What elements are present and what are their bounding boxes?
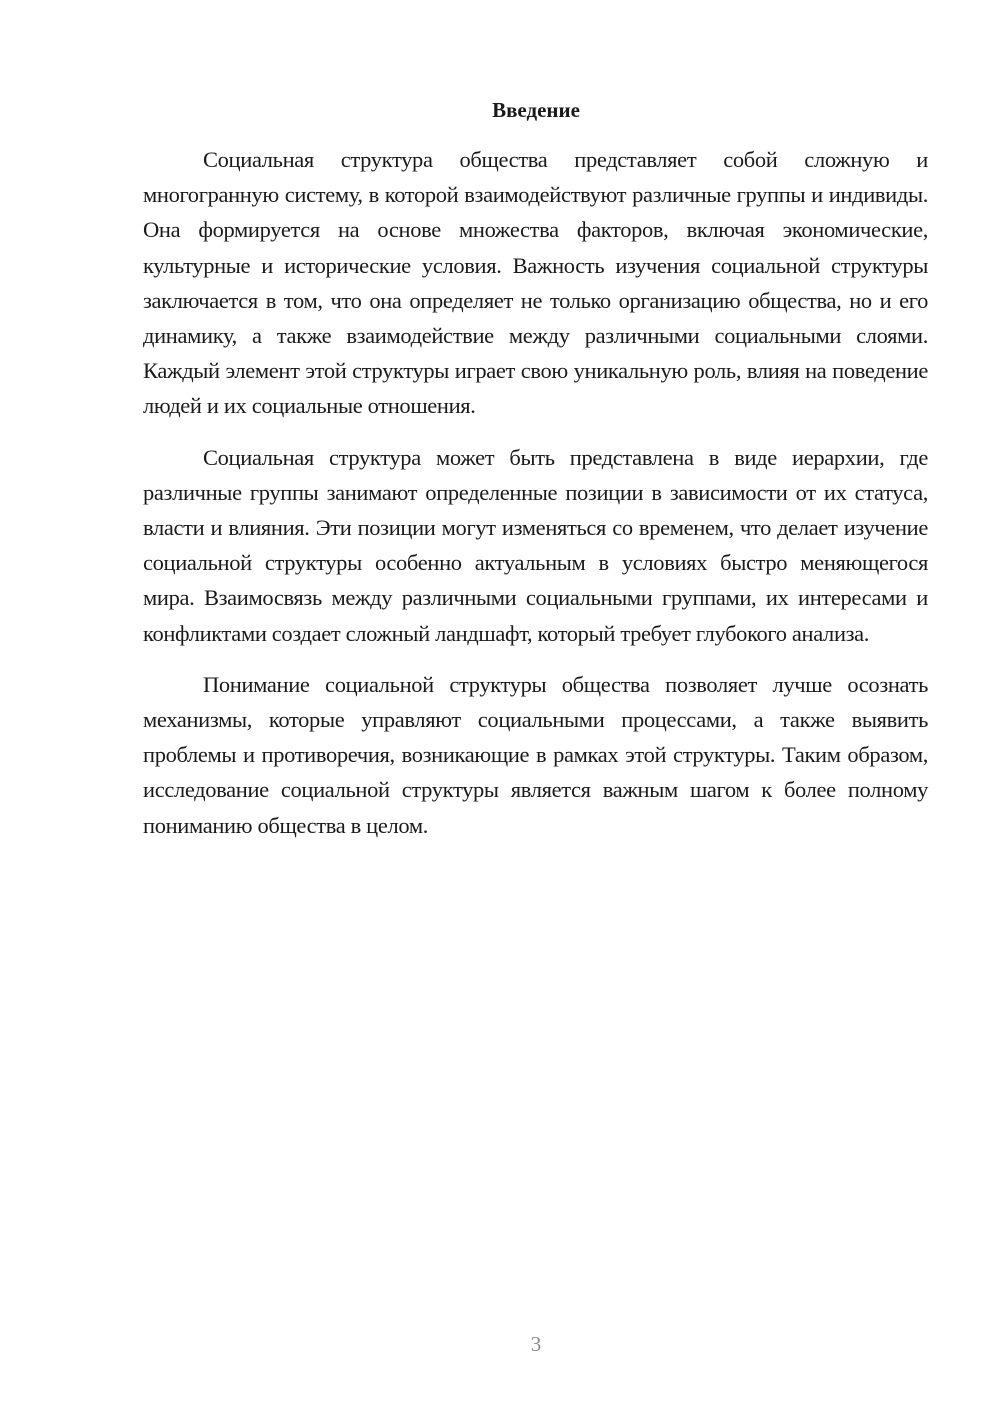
section-title: Введение [492,98,580,122]
page-number: 3 [530,1332,542,1356]
document-body [143,142,928,843]
paragraph-2: Социальная структура может быть представлена в виде иерархии, где различные группы занимают определенные позиции в зависимости от их статуса, власти и влияния. Эти позиции могут изменяться со временем, что делает изучение социальной структуры особенно актуальным в условиях быстро меняющегося мира. Взаимосвязь между различными социальными группами, их интересами и конфликтами создает сложный ландшафт, который требует глубокого анализа. [143,444,928,646]
paragraph-1: Социальная структура общества представляет собой сложную и многогранную систему, в которой взаимодействуют различные группы и индивиды. Она формируется на основе множества факторов, включая экономические, культурные и исторические условия. Важность изучения социальной структуры заключается в том, что она определяет не только организацию общества, но и его динамику, а также взаимодействие между различными социальными слоями. Каждый элемент этой структуры играет свою уникальную роль, влияя на поведение людей и их социальные отношения. [143,147,928,419]
paragraph-3: Понимание социальной структуры общества позволяет лучше осознать механизмы, которые управляют социальными процессами, а также выявить проблемы и противоречия, возникающие в рамках этой структуры. Таким образом, исследование социальной структуры является важным шагом к более полному пониманию общества в целом. [143,671,928,838]
